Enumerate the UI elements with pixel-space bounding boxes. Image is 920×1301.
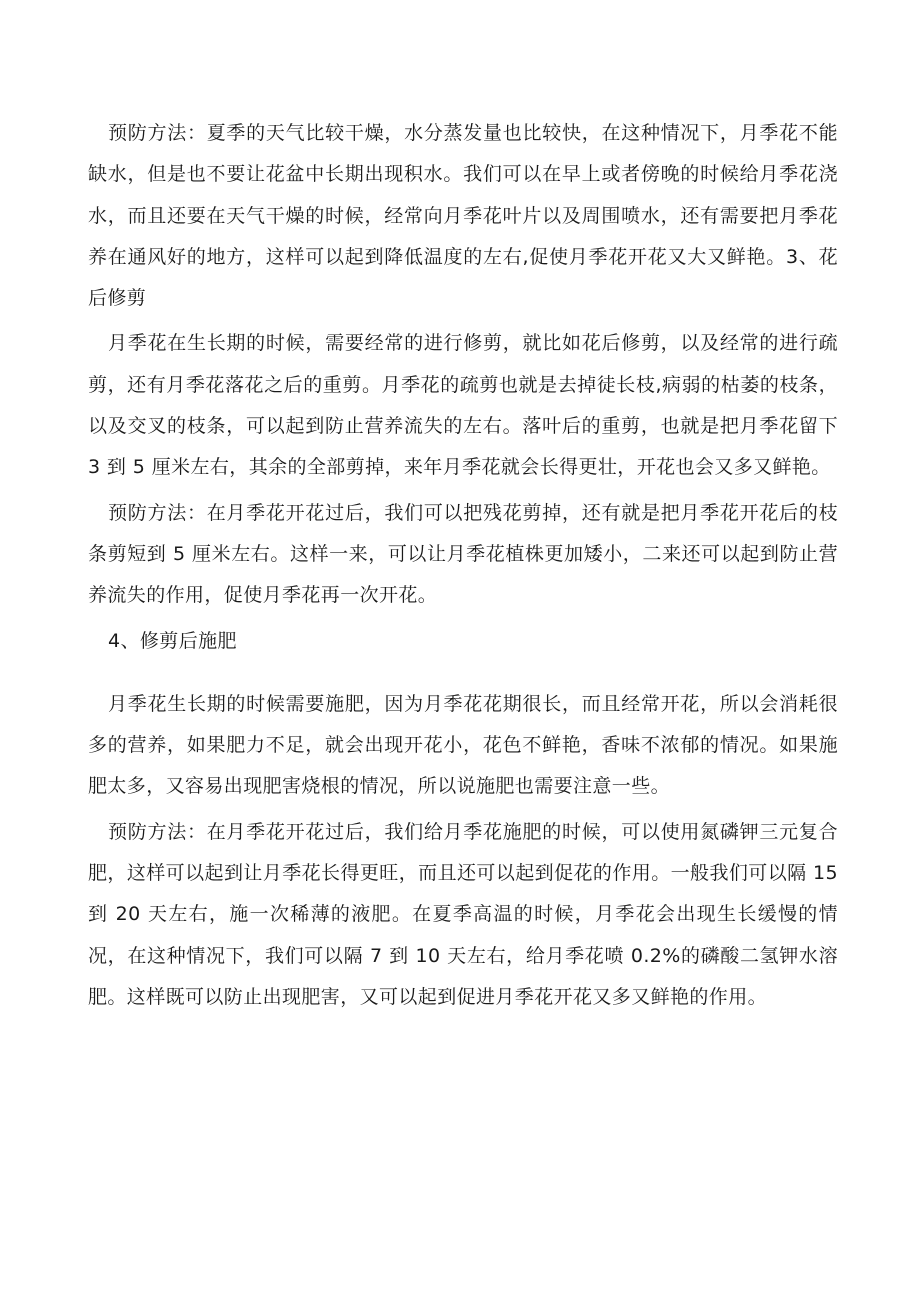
paragraph-prevention-pruning: 预防方法：在月季花开花过后，我们可以把残花剪掉，还有就是把月季花开花后的枝条剪短到 5 厘米左右。这样一来，可以让月季花植株更加矮小，二来还可以起到防止营养流失的作用，促使月季花再一次开花。 (88, 501, 838, 607)
paragraph-fertilizing: 月季花生长期的时候需要施肥，因为月季花花期很长，而且经常开花，所以会消耗很多的营养，如果肥力不足，就会出现开花小，花色不鲜艳，香味不浓郁的情况。如果施肥太多，又容易出现肥害烧根的情况，所以说施肥也需要注意一些。 (88, 692, 838, 798)
paragraph-prevention-watering: 预防方法：夏季的天气比较干燥，水分蒸发量也比较快，在这种情况下，月季花不能缺水，但是也不要让花盆中长期出现积水。我们可以在早上或者傍晚的时候给月季花浇水，而且还要在天气干燥的时候，经常向月季花叶片以及周围喷水，还有需要把月季花养在通风好的地方，这样可以起到降低温度的左右,促使月季花开花又大又鲜艳。3、花后修剪 (88, 122, 838, 310)
document-body (88, 113, 838, 1018)
section-heading-fertilizing: 4、修剪后施肥 (108, 629, 237, 652)
paragraph-prevention-fertilizing: 预防方法：在月季花开花过后，我们给月季花施肥的时候，可以使用氮磷钾三元复合肥，这样可以起到让月季花长得更旺，而且还可以起到促花的作用。一般我们可以隔 15 到 20 天左右，施一次稀薄的液肥。在夏季高温的时候，月季花会出现生长缓慢的情况，在这种情况下，我们可以隔 7 到 10 天左右，给月季花喷 0.2%的磷酸二氢钾水溶肥。这样既可以防止出现肥害，又可以起到促进月季花开花又多又鲜艳的作用。 (88, 820, 838, 1008)
paragraph-pruning: 月季花在生长期的时候，需要经常的进行修剪，就比如花后修剪，以及经常的进行疏剪，还有月季花落花之后的重剪。月季花的疏剪也就是去掉徒长枝,病弱的枯萎的枝条，以及交叉的枝条，可以起到防止营养流失的左右。落叶后的重剪，也就是把月季花留下 3 到 5 厘米左右，其余的全部剪掉，来年月季花就会长得更壮，开花也会又多又鲜艳。 (88, 332, 838, 479)
